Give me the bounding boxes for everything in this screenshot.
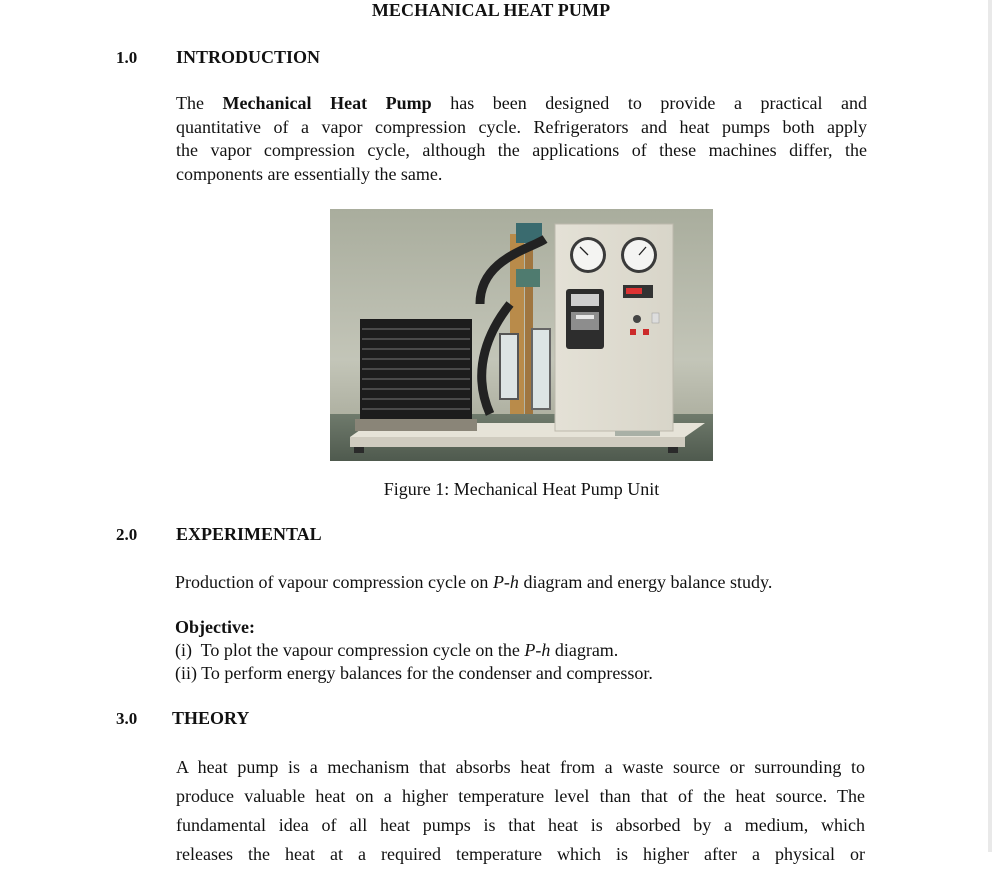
section-title-theory: THEORY [172, 708, 250, 728]
section-title-experimental: EXPERIMENTAL [176, 524, 322, 544]
section-title-intro: INTRODUCTION [176, 47, 321, 67]
theory-line-4: releases the heat at a required temperature which is higher after a physical or [176, 844, 865, 864]
theory-line-1: A heat pump is a mechanism that absorbs heat from a waste source or surrounding to [176, 757, 865, 777]
document-title: MECHANICAL HEAT PUMP [371, 0, 611, 20]
section-number-intro: 1.0 [116, 48, 138, 67]
intro-line-3: the vapor compression cycle, although the applications of these machines differ, the [176, 140, 867, 160]
theory-line-2: produce valuable heat on a higher temperature level than that of the heat source. The [176, 786, 865, 806]
section-number-theory: 3.0 [116, 709, 138, 728]
objective-heading: Objective: [175, 617, 255, 637]
intro-paragraph [176, 92, 867, 186]
page-edge [988, 0, 992, 852]
objective-item-1 [175, 639, 618, 661]
heat-pump-photo [330, 209, 713, 461]
objective-text: (i) To plot the vapour compression cycle on the [175, 640, 525, 660]
figure-caption: Figure 1: Mechanical Heat Pump Unit [383, 479, 660, 499]
intro-line-1 [176, 92, 867, 116]
intro-bold-term: Mechanical Heat Pump [222, 93, 432, 113]
experimental-description [175, 571, 772, 593]
intro-line-2: quantitative of a vapor compression cycle. Refrigerators and heat pumps both apply [176, 116, 867, 137]
theory-line-3: fundamental idea of all heat pumps is that heat is absorbed by a medium, which [176, 815, 865, 835]
experimental-variable: P-h [492, 572, 519, 592]
experimental-text: diagram and energy balance study. [518, 572, 773, 592]
intro-line-4: components are essentially the same. [176, 163, 443, 184]
objective-variable: P-h [524, 640, 551, 660]
intro-text: has been designed to provide a practical and [431, 93, 868, 113]
section-number-experimental: 2.0 [116, 525, 138, 544]
experimental-text: Production of vapour compression cycle on [175, 572, 493, 592]
intro-text: The [176, 93, 223, 113]
objective-item-2: (ii) To perform energy balances for the condenser and compressor. [175, 663, 653, 683]
objective-text: diagram. [550, 640, 619, 660]
